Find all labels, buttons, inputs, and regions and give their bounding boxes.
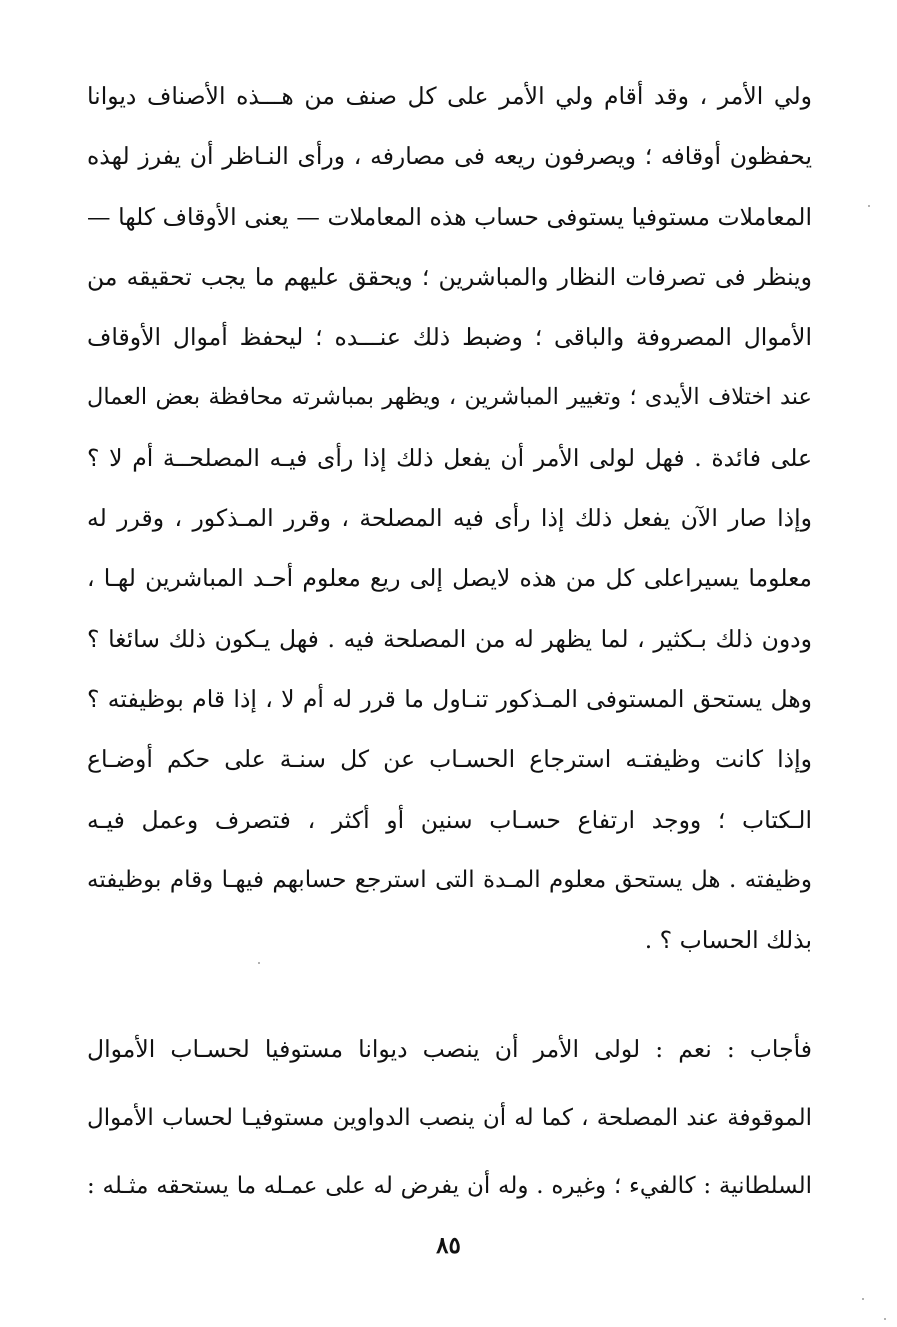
scan-speck: [868, 205, 870, 207]
scan-speck: [884, 1318, 886, 1320]
question-line: وظيفته . هل يستحق معلوم المـدة التى استرجع حسابهم فيهـا وقام بوظيفته: [87, 866, 812, 893]
question-line: المعاملات مستوفيا يستوفى حساب هذه المعاملات — يعنى الأوقاف كلها —: [87, 202, 812, 231]
question-line: ولي الأمر ، وقد أقام ولي الأمر على كل صنف من هـــذه الأصناف ديوانا: [87, 82, 812, 110]
question-line: وإذا كانت وظيفتـه استرجاع الحسـاب عن كل سنـة على حكم أوضـاع: [87, 745, 812, 774]
question-line: عند اختلاف الأيدى ؛ وتغيير المباشرين ، ويظهر بمباشرته محافظة بعض العمال: [87, 384, 812, 411]
question-line: يحفظون أوقافه ؛ ويصرفون ريعه فى مصارفه ، ورأى النـاظر أن يفرز لهذه: [87, 142, 812, 171]
question-last-line: بذلك الحساب ؟ .: [644, 926, 812, 955]
answer-line: فأجاب : نعم : لولى الأمر أن ينصب ديوانا مستوفيا لحسـاب الأموال: [87, 1035, 812, 1063]
answer-line: الموقوفة عند المصلحة ، كما له أن ينصب الدواوين مستوفيـا لحساب الأموال: [87, 1104, 812, 1131]
page-number: ٨٥: [436, 1232, 461, 1259]
question-line: الأموال المصروفة والباقى ؛ وضبط ذلك عنـــده ؛ ليحفظ أموال الأوقاف: [87, 323, 812, 352]
answer-line: السلطانية : كالفيء ؛ وغيره . وله أن يفرض له على عمـله ما يستحقه مثـله :: [87, 1173, 812, 1199]
scan-speck: [862, 1298, 864, 1300]
question-line: معلوما يسيراعلى كل من هذه لايصل إلى ريع معلوم أحـد المباشرين لهـا ،: [87, 564, 812, 593]
question-line: وينظر فى تصرفات النظار والمباشرين ؛ ويحقق عليهم ما يجب تحقيقه من: [87, 262, 812, 291]
question-paragraph: [87, 66, 812, 970]
question-line: وإذا صار الآن يفعل ذلك إذا رأى فيه المصلحة ، وقرر المـذكور ، وقرر له: [87, 504, 812, 533]
question-line: الـكتاب ؛ ووجد ارتفاع حسـاب سنين أو أكثر ، فتصرف وعمل فيـه: [87, 805, 812, 834]
question-line: على فائدة . فهل لولى الأمر أن يفعل ذلك إذا رأى فيـه المصلحــة أم لا ؟: [87, 443, 812, 472]
scan-speck: [258, 962, 260, 964]
question-line: ودون ذلك بـكثير ، لما يظهر له من المصلحة فيه . فهل يـكون ذلك سائغا ؟: [87, 624, 812, 653]
answer-paragraph: [87, 1015, 812, 1221]
question-line: وهل يستحق المستوفى المـذكور تنـاول ما قرر له أم لا ، إذا قام بوظيفته ؟: [87, 684, 812, 713]
